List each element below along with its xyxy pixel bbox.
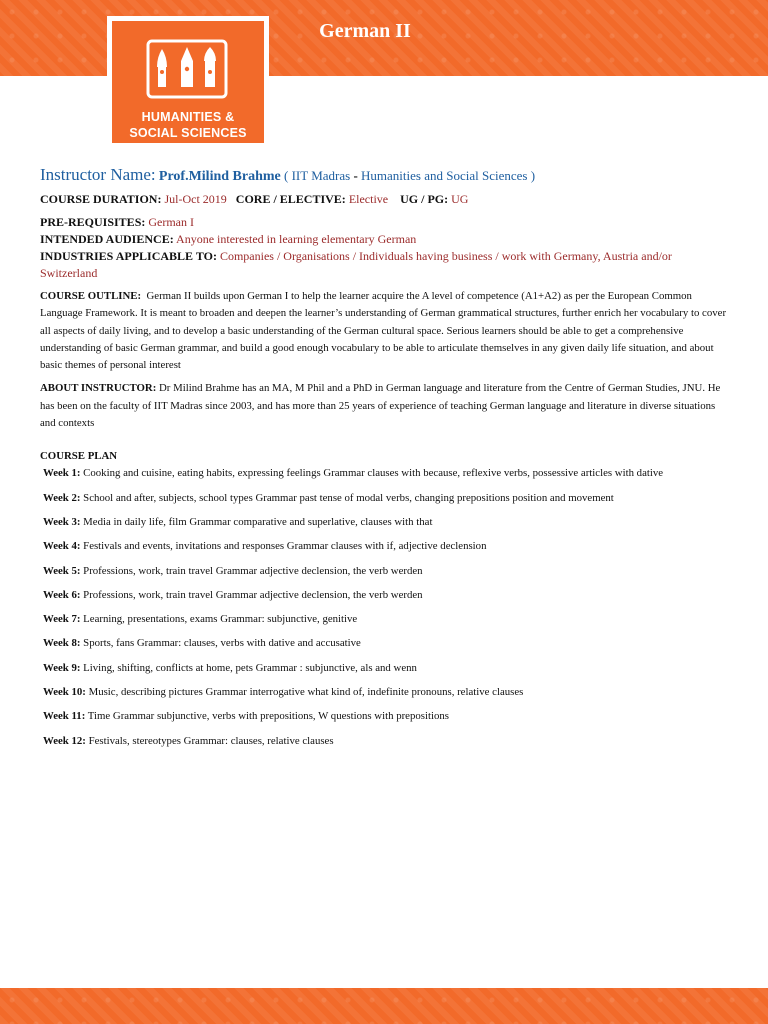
dash: -: [353, 168, 358, 183]
week-label: Week 11:: [43, 710, 86, 723]
duration-line: [40, 191, 730, 208]
logo-text: [112, 109, 264, 141]
industries-line: [40, 248, 730, 282]
week-label: Week 9:: [43, 661, 81, 674]
ugpg-label: UG / PG:: [400, 192, 449, 206]
instructor-name: Prof.Milind Brahme: [158, 169, 281, 184]
week-label: Week 5:: [43, 564, 81, 577]
week-text: Living, shifting, conflicts at home, pets Grammar : subjunctive, als and wenn: [80, 661, 417, 674]
week-text: Professions, work, train travel Grammar adjective declension, the verb werden: [80, 588, 423, 601]
about-text: Dr Milind Brahme has an MA, M Phil and a PhD in German language and literature from the Centre of German Studies, JNU. He has been on the faculty of IIT Madras since 2003, and has more than 25 years of experience of teaching German language and literature in diverse situations and contexts: [40, 382, 721, 430]
week-label: Week 10:: [43, 686, 86, 699]
outline-label: COURSE OUTLINE:: [40, 290, 142, 302]
week-item: [40, 587, 730, 611]
week-text: Cooking and cuisine, eating habits, expressing feelings Grammar clauses with because, reflexive verbs, possessive articles with dative: [80, 467, 664, 480]
week-label: Week 12:: [43, 734, 86, 747]
audience-line: [40, 231, 730, 248]
week-item: [40, 733, 730, 757]
week-label: Week 7:: [43, 613, 81, 626]
course-title: German II: [319, 20, 411, 42]
week-label: Week 3:: [43, 515, 81, 528]
week-label: Week 6:: [43, 588, 81, 601]
audience-label: INTENDED AUDIENCE:: [40, 232, 174, 246]
week-item: [40, 465, 730, 489]
week-text: School and after, subjects, school types Grammar past tense of modal verbs, changing prepositions position and movement: [80, 491, 614, 504]
week-item: [40, 538, 730, 562]
week-text: Learning, presentations, exams Grammar: subjunctive, genitive: [80, 613, 358, 626]
prereq-label: PRE-REQUISITES:: [40, 215, 146, 229]
week-label: Week 1:: [43, 467, 81, 480]
industries-value: Companies / Organisations / Individuals having business / work with Germany, Austria and/or Switzerland: [40, 249, 672, 280]
prereq-line: [40, 214, 730, 231]
audience-value: Anyone interested in learning elementary German: [176, 232, 417, 246]
about-label: ABOUT INSTRUCTOR:: [40, 382, 157, 395]
course-plan-list: [40, 465, 730, 757]
week-label: Week 4:: [43, 540, 81, 553]
prereq-value: German I: [148, 215, 195, 229]
footer-band: [0, 988, 768, 1024]
course-outline: [40, 288, 730, 374]
week-text: Festivals, stereotypes Grammar: clauses, relative clauses: [85, 734, 334, 747]
instructor-line: [40, 166, 730, 185]
course-details: [40, 166, 730, 757]
about-instructor: [40, 380, 730, 432]
industries-label: INDUSTRIES APPLICABLE TO:: [40, 249, 217, 263]
week-text: Music, describing pictures Grammar interrogative what kind of, indefinite pronouns, relative clauses: [85, 686, 524, 699]
week-item: [40, 490, 730, 514]
department: Humanities and Social Sciences ): [357, 168, 536, 183]
week-label: Week 8:: [43, 637, 81, 650]
logo-line-1: HUMANITIES &: [141, 110, 235, 124]
pen-brush-icon: [146, 39, 228, 99]
duration-label: COURSE DURATION:: [40, 192, 162, 206]
instructor-label: Instructor Name:: [40, 165, 156, 184]
core-value: Elective: [348, 192, 389, 206]
week-item: [40, 563, 730, 587]
department-logo: [107, 16, 269, 148]
week-text: Professions, work, train travel Grammar adjective declension, the verb werden: [80, 564, 423, 577]
course-plan-heading: COURSE PLAN: [40, 450, 118, 463]
week-item: [40, 708, 730, 732]
ugpg-value: UG: [451, 192, 469, 206]
institute: ( IIT Madras: [280, 168, 354, 183]
logo-panel: [112, 21, 264, 143]
core-label: CORE / ELECTIVE:: [235, 192, 346, 206]
week-item: [40, 514, 730, 538]
week-text: Sports, fans Grammar: clauses, verbs with dative and accusative: [80, 637, 361, 650]
week-text: Time Grammar subjunctive, verbs with prepositions, W questions with prepositions: [85, 710, 449, 723]
duration-value: Jul-Oct 2019: [164, 192, 227, 206]
week-item: [40, 611, 730, 635]
week-text: Media in daily life, film Grammar comparative and superlative, clauses with that: [80, 515, 433, 528]
week-label: Week 2:: [43, 491, 81, 504]
outline-text: German II builds upon German I to help the learner acquire the A level of competence (A1+A2) as per the European Common Language Framework. It is meant to broaden and deepen the learner’s understanding of German grammatical structures, further enrich her vocabulary to cover all aspects of daily living, and to develop a basic understanding of the German cultural space. Serious learners should be able to get a comprehensive understanding of basic German grammar, and build a good enough vocabulary to be able to articulate themselves in any given daily life situation, and about basic themes of personal interest: [40, 290, 727, 372]
week-item: [40, 635, 730, 659]
week-item: [40, 684, 730, 708]
week-text: Festivals and events, invitations and responses Grammar clauses with if, adjective declension: [80, 540, 487, 553]
logo-line-2: SOCIAL SCIENCES: [129, 126, 247, 140]
week-item: [40, 660, 730, 684]
